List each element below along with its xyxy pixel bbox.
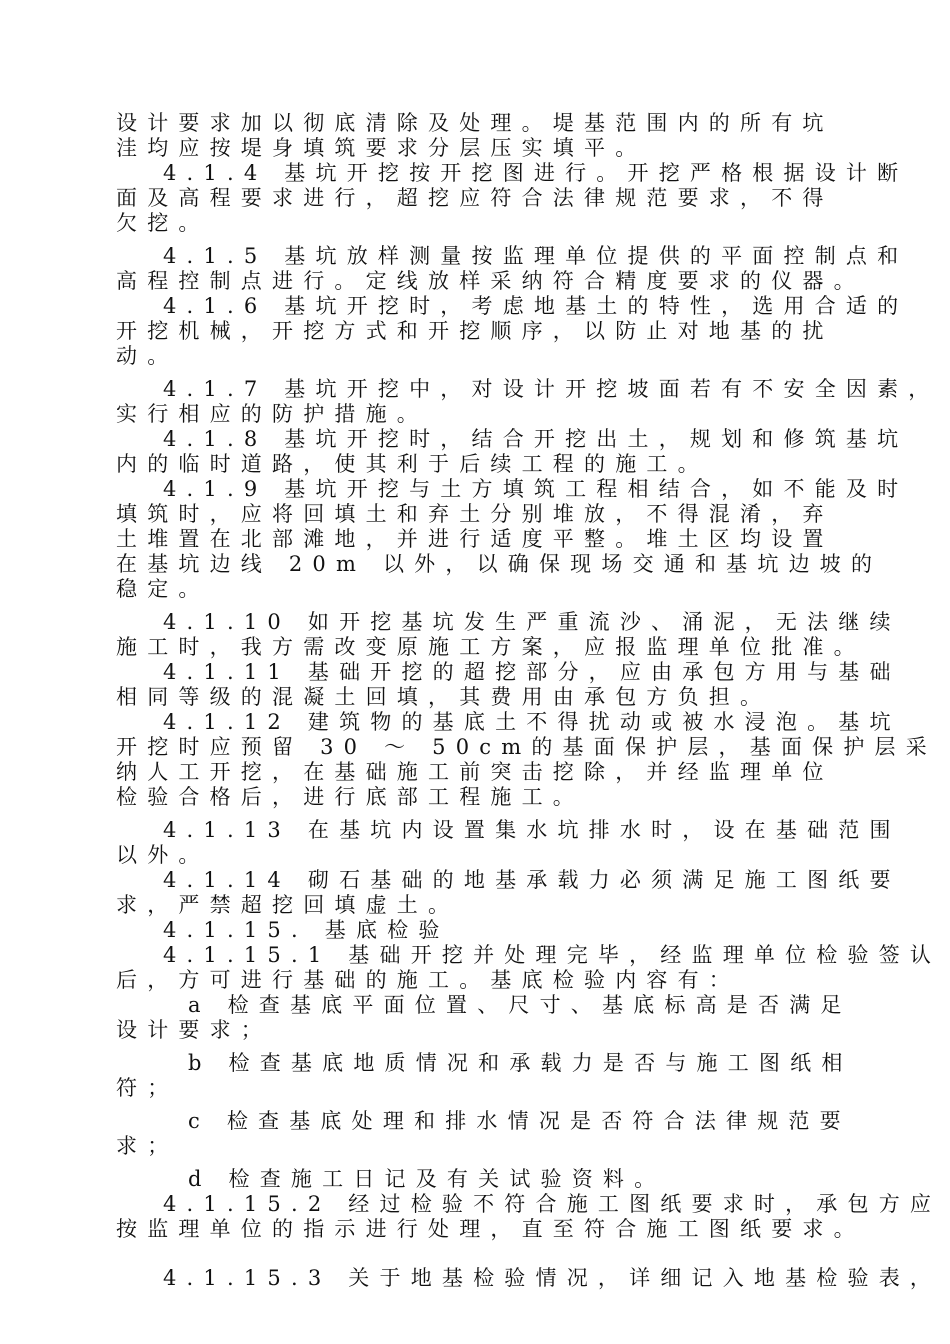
text-line: 开挖时应预留 30 ～ 50cm的基面保护层，基面保护层采 [116, 735, 937, 759]
text-line: 求，严禁超挖回填虚土。 [116, 893, 460, 917]
text-line: 高程控制点进行。定线放样采纳符合精度要求的仪器。 [116, 269, 865, 293]
text-line: 在基坑边线 20m 以外，以确保现场交通和基坑边坡的 [116, 552, 883, 576]
text-line: 4.1.4 基坑开挖按开挖图进行。开挖严格根据设计断 [163, 161, 909, 185]
text-line: 相同等级的混凝土回填，其费用由承包方负担。 [116, 685, 772, 709]
text-line: 求； [116, 1134, 179, 1158]
text-line: 内的临时道路，使其利于后续工程的施工。 [116, 452, 709, 476]
text-line: 4.1.9 基坑开挖与土方填筑工程相结合，如不能及时 [163, 477, 909, 501]
text-line: 4.1.6 基坑开挖时，考虑地基土的特性，选用合适的 [163, 294, 909, 318]
text-line: 4.1.7 基坑开挖中，对设计开挖坡面若有不安全因素， [163, 377, 940, 401]
text-line: 4.1.15. 基底检验 [163, 918, 450, 942]
text-line: 施工时，我方需改变原施工方案，应报监理单位批准。 [116, 635, 865, 659]
text-line: 后，方可进行基础的施工。基底检验内容有： [116, 968, 740, 992]
text-line: 4.1.14 砌石基础的地基承载力必须满足施工图纸要 [163, 868, 901, 892]
text-line: 4.1.10 如开挖基坑发生严重流沙、涌泥，无法继续 [163, 610, 901, 634]
text-line: 按监理单位的指示进行处理，直至符合施工图纸要求。 [116, 1217, 865, 1241]
text-line: 实行相应的防护措施。 [116, 402, 428, 426]
text-line: 4.1.15.1 基础开挖并处理完毕，经监理单位检验签认 [163, 943, 942, 967]
text-line: 欠挖。 [116, 211, 210, 235]
text-line: 4.1.13 在基坑内设置集水坑排水时，设在基础范围 [163, 818, 901, 842]
document-body [116, 111, 942, 1291]
text-line: 4.1.15.3 关于地基检验情况，详细记入地基检验表， [163, 1266, 942, 1290]
text-line: a 检查基底平面位置、尺寸、基底标高是否满足 [188, 993, 852, 1017]
text-line: 设计要求加以彻底清除及处理。堤基范围内的所有坑 [116, 111, 834, 135]
text-line: 土堆置在北部滩地，并进行适度平整。堆土区均设置 [116, 527, 834, 551]
text-line: c 检查基底处理和排水情况是否符合法律规范要 [188, 1109, 851, 1133]
text-line: d 检查施工日记及有关试验资料。 [188, 1167, 666, 1191]
text-line: 动。 [116, 344, 179, 368]
text-line: 检验合格后，进行底部工程施工。 [116, 785, 584, 809]
text-line: 4.1.8 基坑开挖时，结合开挖出土，规划和修筑基坑 [163, 427, 909, 451]
text-line: 4.1.11 基础开挖的超挖部分，应由承包方用与基础 [163, 660, 901, 684]
text-line: 填筑时，应将回填土和弃土分别堆放，不得混淆，弃 [116, 502, 834, 526]
text-line: 纳人工开挖，在基础施工前突击挖除，并经监理单位 [116, 760, 834, 784]
text-line: 设计要求； [116, 1018, 272, 1042]
text-line: b 检查基底地质情况和承载力是否与施工图纸相 [188, 1051, 853, 1075]
text-line: 符； [116, 1076, 179, 1100]
text-line: 稳定。 [116, 577, 210, 601]
text-line: 4.1.15.2 经过检验不符合施工图纸要求时，承包方应 [163, 1192, 942, 1216]
text-line: 洼均应按堤身填筑要求分层压实填平。 [116, 136, 647, 160]
text-line: 开挖机械，开挖方式和开挖顺序，以防止对地基的扰 [116, 319, 834, 343]
text-line: 4.1.5 基坑放样测量按监理单位提供的平面控制点和 [163, 244, 909, 268]
text-line: 以外。 [116, 843, 210, 867]
text-line: 面及高程要求进行，超挖应符合法律规范要求，不得 [116, 186, 834, 210]
text-line: 4.1.12 建筑物的基底土不得扰动或被水浸泡。基坑 [163, 710, 901, 734]
